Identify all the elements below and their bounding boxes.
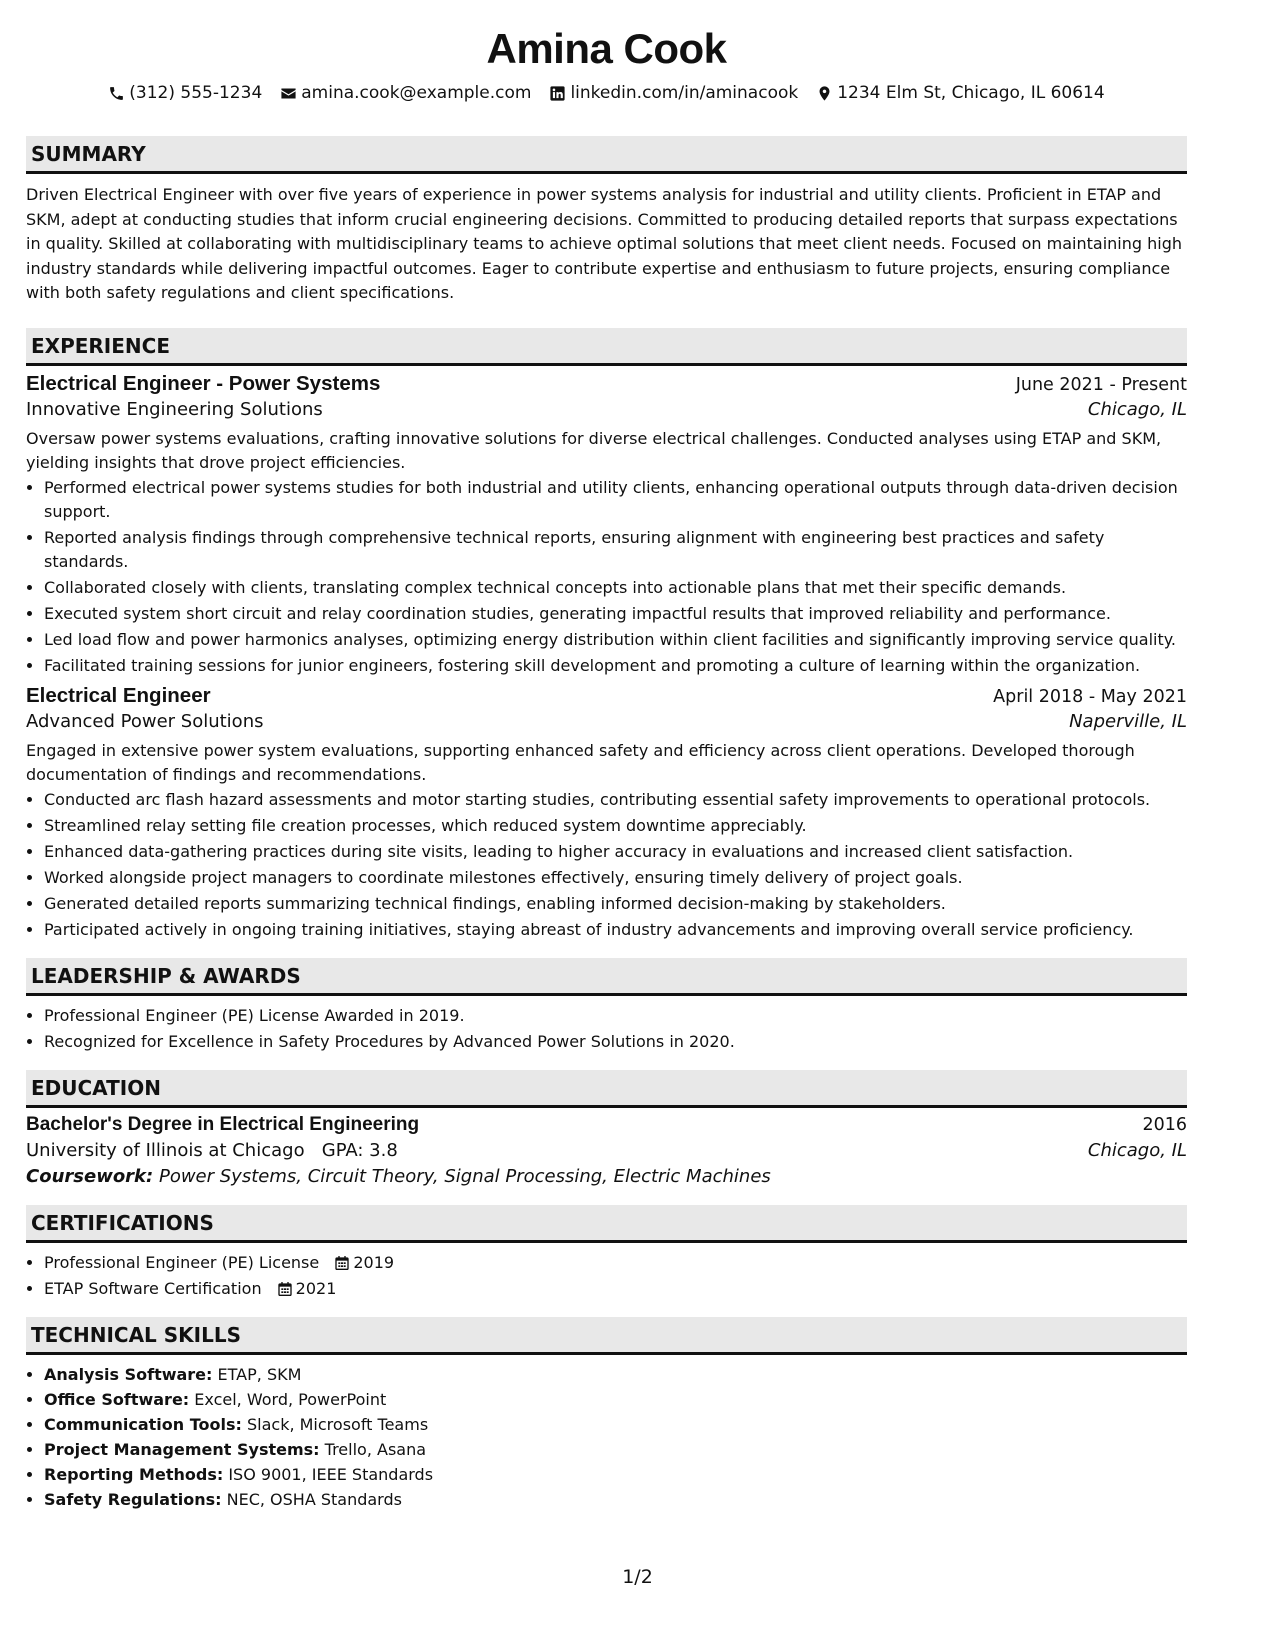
skill-label: Analysis Software:	[44, 1364, 213, 1384]
list-item	[44, 1388, 1187, 1411]
summary-text: Driven Electrical Engineer with over five years of experience in power systems analysis for industrial and utility clients. Proficient in ETAP and SKM, adept at conducting studies that inform crucial engineering decisions. Committed to producing detailed reports that surpass expectations in quality. Skilled at collaborating with multidisciplinary teams to achieve optimal solutions that meet client needs. Focused on maintaining high industry standards while delivering impactful outcomes. Eager to contribute expertise and enthusiasm to future projects, ensuring compliance with both safety regulations and client specifications.	[26, 185, 1182, 302]
phone-icon	[108, 85, 125, 102]
skill-value: ETAP, SKM	[217, 1364, 302, 1384]
skill-label: Safety Regulations:	[44, 1489, 222, 1509]
phone-text: (312) 555-1234	[129, 83, 263, 103]
list-item: • Facilitated training sessions for junior engineers, fostering skill development and promoting a culture of learning within the organization.	[44, 654, 1187, 678]
coursework-line	[26, 1166, 1187, 1187]
calendar-icon	[334, 1255, 350, 1271]
skill-label: Project Management Systems:	[44, 1439, 320, 1459]
list-item: • Performed electrical power systems studies for both industrial and utility clients, enhancing operational outputs through data-driven decision support.	[44, 476, 1187, 524]
list-item	[44, 1363, 1187, 1386]
job-subheader	[26, 711, 1187, 732]
list-item: • Reported analysis findings through comprehensive technical reports, ensuring alignment with engineering best practices and safety standards.	[44, 526, 1187, 574]
job-entry	[26, 684, 1187, 942]
list-item: • Worked alongside project managers to coordinate milestones effectively, ensuring timely delivery of project goals.	[44, 866, 1187, 890]
calendar-icon	[277, 1281, 293, 1297]
contact-linkedin[interactable]	[549, 82, 798, 104]
list-item	[44, 1413, 1187, 1436]
education-header	[26, 1114, 1187, 1136]
list-item: • Conducted arc flash hazard assessments and motor starting studies, contributing essential safety improvements to operational protocols.	[44, 788, 1187, 812]
contact-address	[816, 82, 1104, 104]
job-dates: April 2018 - May 2021	[993, 686, 1187, 707]
contact-email[interactable]	[280, 82, 531, 104]
list-item: • Generated detailed reports summarizing technical findings, enabling informed decision-making by stakeholders.	[44, 892, 1187, 916]
list-item: • Recognized for Excellence in Safety Procedures by Advanced Power Solutions in 2020.	[44, 1030, 1187, 1054]
section-heading-skills: TECHNICAL SKILLS	[26, 1317, 1187, 1355]
list-item: • Streamlined relay setting file creation processes, which reduced system downtime appreciably.	[44, 814, 1187, 838]
linkedin-text: linkedin.com/in/aminacook	[570, 83, 799, 103]
skill-value: NEC, OSHA Standards	[226, 1489, 402, 1509]
job-subheader	[26, 399, 1187, 420]
certification-year: 2021	[295, 1278, 337, 1298]
skill-value: Excel, Word, PowerPoint	[194, 1389, 387, 1409]
coursework-list: Power Systems, Circuit Theory, Signal Processing, Electric Machines	[158, 1165, 771, 1187]
school-line	[26, 1140, 398, 1161]
section-heading-certifications: CERTIFICATIONS	[26, 1205, 1187, 1243]
education-subheader	[26, 1140, 1187, 1161]
degree-title: Bachelor's Degree in Electrical Engineering	[26, 1113, 420, 1135]
candidate-name: Amina Cook	[486, 25, 727, 72]
job-company: Advanced Power Solutions	[26, 710, 264, 732]
certification-name: ETAP Software Certification	[44, 1278, 262, 1298]
job-header	[26, 372, 1187, 396]
contact-bar	[26, 82, 1187, 104]
list-item: • Participated actively in ongoing training initiatives, staying abreast of industry advancements and improving overall service proficiency.	[44, 918, 1187, 942]
section-heading-summary: SUMMARY	[26, 136, 1187, 174]
job-location: Naperville, IL	[1069, 710, 1187, 732]
envelope-icon	[280, 85, 297, 102]
gpa: GPA: 3.8	[321, 1139, 398, 1161]
list-item: • Executed system short circuit and relay coordination studies, generating impactful results that improved reliability and performance.	[44, 602, 1187, 626]
skill-label: Reporting Methods:	[44, 1464, 224, 1484]
job-bullets	[26, 788, 1187, 942]
address-text: 1234 Elm St, Chicago, IL 60614	[837, 83, 1105, 103]
page-number: 1/2	[622, 1566, 653, 1588]
email-text: amina.cook@example.com	[301, 83, 532, 103]
list-item: • Professional Engineer (PE) License Awarded in 2019.	[44, 1004, 1187, 1028]
list-item: • Led load flow and power harmonics analyses, optimizing energy distribution within client facilities and significantly improving service quality.	[44, 628, 1187, 652]
job-bullets	[26, 476, 1187, 678]
certification-name: Professional Engineer (PE) License	[44, 1252, 320, 1272]
skills-list	[26, 1363, 1187, 1511]
linkedin-icon	[549, 85, 566, 102]
map-pin-icon	[816, 85, 833, 102]
job-description: Oversaw power systems evaluations, crafting innovative solutions for diverse electrical challenges. Conducted analyses using ETAP and SKM, yielding insights that drove project efficiencies.	[26, 428, 1162, 472]
job-dates: June 2021 - Present	[1015, 374, 1187, 395]
section-heading-experience: EXPERIENCE	[26, 328, 1187, 366]
skill-label: Office Software:	[44, 1389, 190, 1409]
skill-value: Trello, Asana	[324, 1439, 427, 1459]
list-item	[44, 1251, 1187, 1275]
education-entry	[26, 1114, 1187, 1187]
job-location: Chicago, IL	[1087, 398, 1187, 420]
job-title: Electrical Engineer	[26, 683, 211, 707]
list-item	[44, 1438, 1187, 1461]
graduation-year: 2016	[1142, 1114, 1187, 1135]
list-item: • Collaborated closely with clients, translating complex technical concepts into actionable plans that met their specific demands.	[44, 576, 1187, 600]
job-entry	[26, 372, 1187, 678]
section-heading-education: EDUCATION	[26, 1070, 1187, 1108]
school-location: Chicago, IL	[1087, 1139, 1187, 1161]
job-title: Electrical Engineer - Power Systems	[26, 371, 381, 395]
certification-year: 2019	[353, 1252, 395, 1272]
skill-value: Slack, Microsoft Teams	[246, 1414, 429, 1434]
list-item	[44, 1277, 1187, 1301]
awards-list	[26, 1004, 1187, 1054]
job-header	[26, 684, 1187, 708]
job-description: Engaged in extensive power system evaluations, supporting enhanced safety and efficiency across client operations. Developed thorough documentation of findings and recommendations.	[26, 740, 1135, 784]
school-name: University of Illinois at Chicago	[26, 1139, 305, 1161]
list-item: • Enhanced data-gathering practices during site visits, leading to higher accuracy in evaluations and increased client satisfaction.	[44, 840, 1187, 864]
certifications-list	[26, 1251, 1187, 1301]
coursework-label: Coursework:	[26, 1165, 154, 1187]
skill-value: ISO 9001, IEEE Standards	[228, 1464, 434, 1484]
list-item	[44, 1463, 1187, 1486]
contact-phone	[108, 82, 262, 104]
skill-label: Communication Tools:	[44, 1414, 242, 1434]
job-company: Innovative Engineering Solutions	[26, 398, 323, 420]
list-item	[44, 1488, 1187, 1511]
section-heading-awards: LEADERSHIP & AWARDS	[26, 958, 1187, 996]
